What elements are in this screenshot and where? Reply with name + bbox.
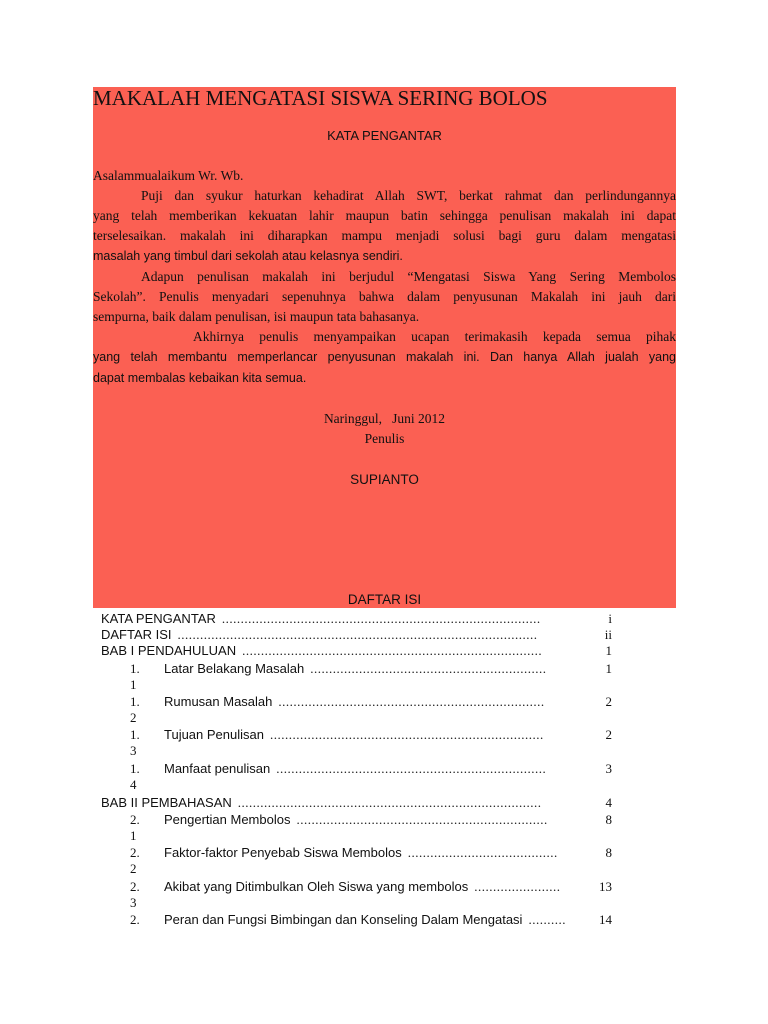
toc-entry-leader: ................................................................................................ xyxy=(177,627,538,642)
toc-entry-label: Latar Belakang Masalah xyxy=(164,661,305,676)
toc-entry-subnumber: 3 xyxy=(130,895,137,910)
toc-entry-leader: ................................................................... xyxy=(296,812,548,827)
toc-entry-subnumber: 1 xyxy=(130,677,137,692)
toc-entry-page: 2 xyxy=(605,727,612,742)
toc-entry-label: Faktor-faktor Penyebab Siswa Membolos xyxy=(164,845,402,860)
toc-entry-label: Manfaat penulisan xyxy=(164,761,271,776)
toc-entry-page: 14 xyxy=(599,912,612,927)
author-name: SUPIANTO xyxy=(350,472,419,487)
place-date: Naringgul, Juni 2012 xyxy=(323,411,446,426)
toc-entry-leader: ............................................................... xyxy=(310,661,547,676)
toc-entry-leader: ................................................................................ xyxy=(242,643,543,658)
toc-entry-leader: .......... xyxy=(528,912,566,927)
toc-entry-label: Akibat yang Ditimbulkan Oleh Siswa yang membolos xyxy=(164,879,469,894)
toc-entry-index: 1. xyxy=(130,661,140,676)
toc-entry-leader: ....................... xyxy=(474,879,561,894)
toc-entry-label: BAB I PENDAHULUAN xyxy=(101,643,237,658)
toc-entry-index: 1. xyxy=(130,761,140,776)
toc-entry-leader: ........................................................................ xyxy=(276,761,547,776)
toc-entry-subnumber: 4 xyxy=(130,777,137,792)
toc-entry-label: DAFTAR ISI xyxy=(101,627,172,642)
toc-entry-leader: ....................................................................... xyxy=(278,694,545,709)
foreword-line: Adapun penulisan makalah ini berjudul “Mengatasi Siswa Yang Sering Membolos xyxy=(141,269,676,284)
foreword-heading: KATA PENGANTAR xyxy=(327,128,442,143)
toc-entry-label: Peran dan Fungsi Bimbingan dan Konseling Dalam Mengatasi xyxy=(164,912,523,927)
toc-entry-leader: ..................................................................................... xyxy=(221,611,541,626)
foreword-line: Akhirnya penulis menyampaikan ucapan terimakasih kepada semua pihak xyxy=(193,329,676,344)
foreword-line: yang telah memberikan kekuatan lahir maupun batin sehingga penulisan makalah ini dapat xyxy=(93,208,676,223)
toc-entry-page: 2 xyxy=(605,694,612,709)
foreword-line: dapat membalas kebaikan kita semua. xyxy=(93,371,307,385)
toc-entry-page: 8 xyxy=(605,845,612,860)
foreword-line: Sekolah”. Penulis menyadari sepenuhnya bahwa dalam penyusunan Makalah ini jauh dari xyxy=(93,289,676,304)
foreword-line: terselesaikan. makalah ini diharapkan mampu menjadi solusi bagi guru dalam mengatasi xyxy=(93,228,676,243)
toc-entry-label: Pengertian Membolos xyxy=(164,812,291,827)
toc-entry-index: 2. xyxy=(130,879,140,894)
toc-entry-label: Tujuan Penulisan xyxy=(164,727,264,742)
toc-entry-index: 2. xyxy=(130,812,140,827)
foreword-line: masalah yang timbul dari sekolah atau kelasnya sendiri. xyxy=(93,249,403,263)
signature-role: Penulis xyxy=(364,431,405,446)
toc-entry-subnumber: 2 xyxy=(130,710,137,725)
toc-entry-page: 4 xyxy=(605,795,612,810)
toc-entry-page: 1 xyxy=(605,643,612,658)
toc-entry-subnumber: 3 xyxy=(130,743,137,758)
toc-entry-page: 3 xyxy=(605,761,612,776)
toc-entry-leader: ......................................................................... xyxy=(269,727,544,742)
toc-entry-index: 1. xyxy=(130,727,140,742)
toc-entry-subnumber: 1 xyxy=(130,828,137,843)
toc-entry-label: KATA PENGANTAR xyxy=(101,611,216,626)
toc-entry-index: 2. xyxy=(130,845,140,860)
toc-entry-index: 1. xyxy=(130,694,140,709)
foreword-line: yang telah membantu memperlancar penyusunan makalah ini. Dan hanya Allah jualah yang xyxy=(93,350,676,364)
toc-entry-page: 1 xyxy=(605,661,612,676)
foreword-line: sempurna, baik dalam penulisan, isi maupun tata bahasanya. xyxy=(93,309,420,324)
toc-entry-leader: ................................................................................. xyxy=(237,795,542,810)
toc-entry-label: BAB II PEMBAHASAN xyxy=(101,795,232,810)
toc-entry-label: Rumusan Masalah xyxy=(164,694,273,709)
toc-entry-leader: ........................................ xyxy=(407,845,558,860)
toc-heading: DAFTAR ISI xyxy=(347,592,422,607)
toc-entry-page: 13 xyxy=(599,879,612,894)
greeting-line: Asalammualaikum Wr. Wb. xyxy=(93,168,244,183)
toc-entry-index: 2. xyxy=(130,912,140,927)
foreword-line: Puji dan syukur haturkan kehadirat Allah SWT, berkat rahmat dan perlindungannya xyxy=(141,188,676,203)
toc-entry-subnumber: 2 xyxy=(130,861,137,876)
toc-entry-page: i xyxy=(608,611,612,626)
toc-entry-page: 8 xyxy=(605,812,612,827)
document-title: MAKALAH MENGATASI SISWA SERING BOLOS xyxy=(93,86,548,110)
highlighted-cover-block xyxy=(93,87,676,608)
toc-entry-page: ii xyxy=(604,627,612,642)
